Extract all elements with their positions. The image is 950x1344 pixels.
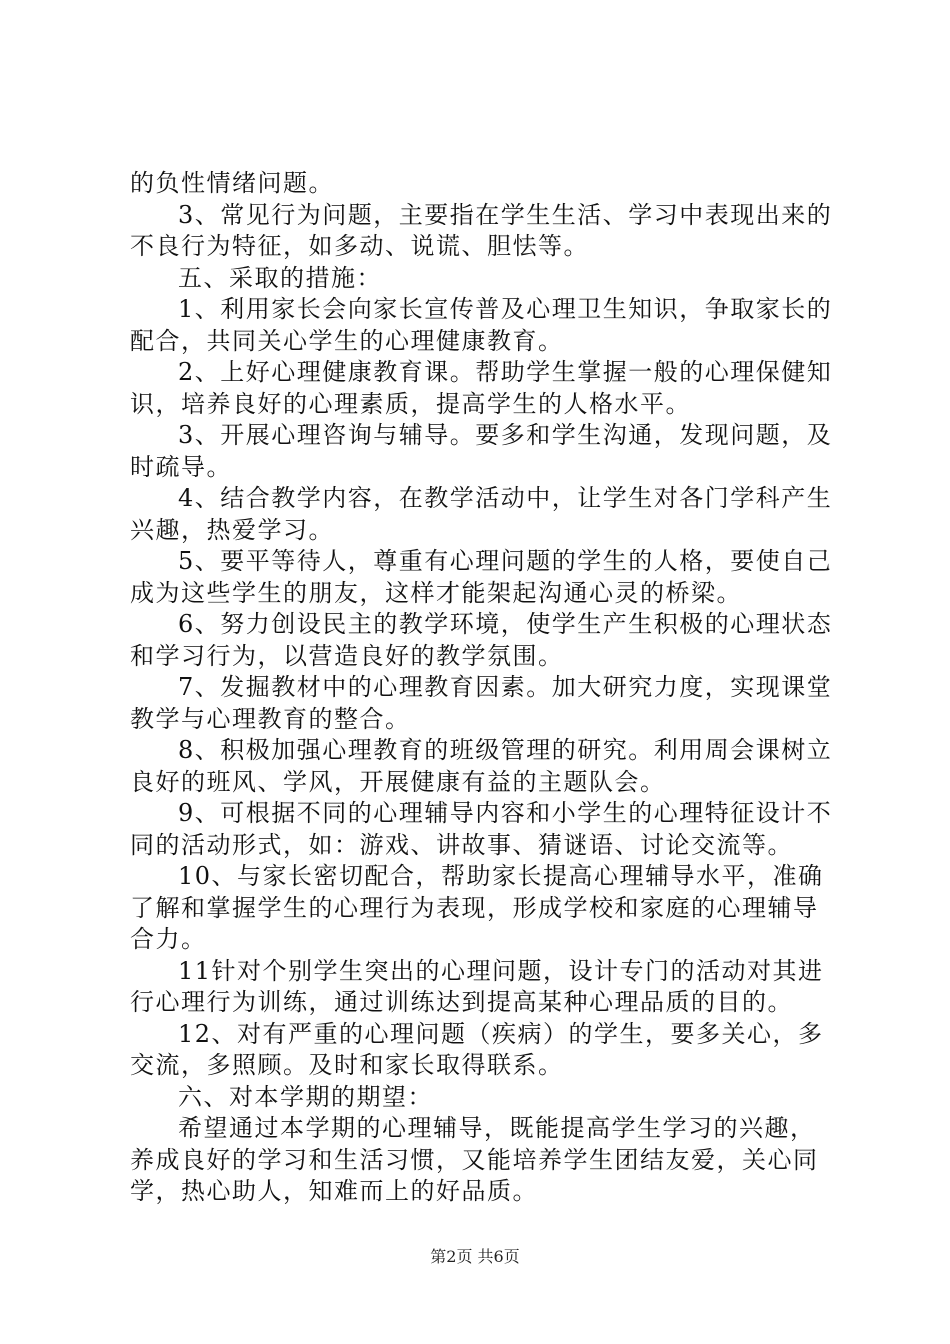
text-line: 3、常见行为问题，主要指在学生生活、学习中表现出来的: [178, 200, 832, 229]
page-footer: 第2页 共6页: [430, 1247, 520, 1266]
text-line: 7、发掘教材中的心理教育因素。加大研究力度，实现课堂: [178, 673, 832, 701]
text-line: 合力。: [130, 925, 207, 953]
text-line: 12、对有严重的心理问题（疾病）的学生，要多关心，多: [178, 1019, 824, 1048]
text-line: 养成良好的学习和生活习惯，又能培养学生团结友爱，关心同: [130, 1145, 819, 1174]
text-line: 同的活动形式，如：游戏、讲故事、猜谜语、讨论交流等。: [130, 830, 793, 859]
text-line: 的负性情绪问题。: [130, 169, 334, 197]
text-line: 2、上好心理健康教育课。帮助学生掌握一般的心理保健知: [178, 358, 832, 386]
text-line: 良好的班风、学风，开展健康有益的主题队会。: [130, 767, 666, 796]
text-line: 学，热心助人，知难而上的好品质。: [130, 1177, 538, 1205]
text-line: 3、开展心理咨询与辅导。要多和学生沟通，发现问题，及: [178, 421, 832, 449]
text-line: 识，培养良好的心理素质，提高学生的人格水平。: [130, 389, 691, 418]
text-line: 行心理行为训练，通过训练达到提高某种心理品质的目的。: [130, 988, 793, 1016]
text-line: 兴趣，热爱学习。: [130, 515, 334, 544]
text-line: 4、结合教学内容，在教学活动中，让学生对各门学科产生: [178, 484, 832, 512]
text-line: 教学与心理教育的整合。: [130, 704, 411, 733]
text-line: 成为这些学生的朋友，这样才能架起沟通心灵的桥梁。: [130, 578, 742, 607]
text-line: 六、对本学期的期望：: [178, 1082, 433, 1111]
text-line: 希望通过本学期的心理辅导，既能提高学生学习的兴趣，: [178, 1114, 816, 1142]
text-line: 和学习行为，以营造良好的教学氛围。: [130, 641, 564, 670]
text-line: 1、利用家长会向家长宣传普及心理卫生知识，争取家长的: [178, 295, 832, 323]
text-line: 8、积极加强心理教育的班级管理的研究。利用周会课树立: [178, 736, 832, 764]
text-line: 9、可根据不同的心理辅导内容和小学生的心理特征设计不: [178, 799, 832, 827]
text-line: 11针对个别学生突出的心理问题，设计专门的活动对其进: [178, 956, 824, 985]
text-line: 五、采取的措施：: [178, 263, 382, 292]
text-line: 时疏导。: [130, 452, 232, 481]
text-line: 交流，多照顾。及时和家长取得联系。: [130, 1051, 564, 1079]
text-line: 不良行为特征，如多动、说谎、胆怯等。: [130, 232, 589, 260]
document-body: [130, 168, 832, 1208]
text-line: 配合，共同关心学生的心理健康教育。: [130, 326, 564, 355]
text-line: 6、努力创设民主的教学环境，使学生产生积极的心理状态: [178, 610, 832, 638]
text-line: 10、与家长密切配合，帮助家长提高心理辅导水平，准确: [178, 862, 824, 890]
text-line: 了解和掌握学生的心理行为表现，形成学校和家庭的心理辅导: [130, 893, 819, 922]
text-line: 5、要平等待人，尊重有心理问题的学生的人格，要使自己: [178, 547, 832, 575]
